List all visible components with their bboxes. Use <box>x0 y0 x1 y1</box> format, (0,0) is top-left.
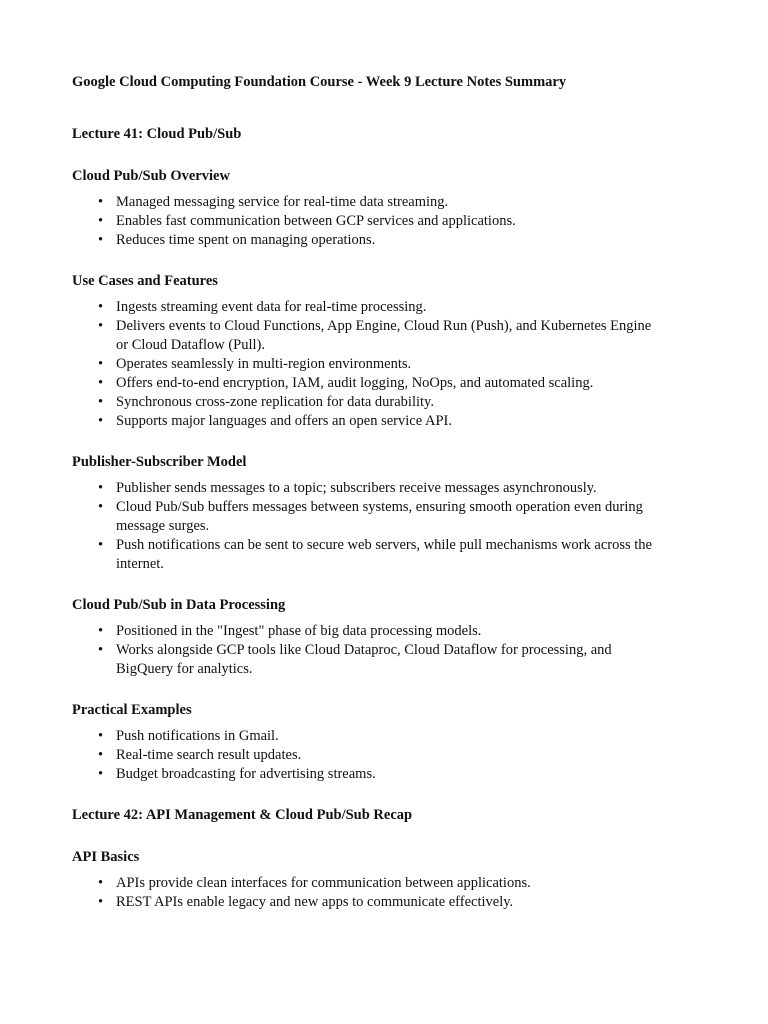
section-heading-data-processing: Cloud Pub/Sub in Data Processing <box>72 597 286 613</box>
list-item: • Delivers events to Cloud Functions, App Engine, Cloud Run (Push), and Kubernetes Engine or Cloud Dataflow (Pull). <box>72 317 652 355</box>
list-item: • Managed messaging service for real-time data streaming. <box>72 193 652 212</box>
section-heading-pub-sub-model: Publisher-Subscriber Model <box>72 454 247 470</box>
lecture-41-heading: Lecture 41: Cloud Pub/Sub <box>72 126 242 142</box>
section-heading-use-cases: Use Cases and Features <box>72 273 218 289</box>
section-heading-overview: Cloud Pub/Sub Overview <box>72 168 230 184</box>
section-heading-practical-examples: Practical Examples <box>72 702 192 718</box>
list-item: • Supports major languages and offers an open service API. <box>72 412 652 431</box>
list-item: • Offers end-to-end encryption, IAM, audit logging, NoOps, and automated scaling. <box>72 374 652 393</box>
bullet-list-data-processing <box>72 622 696 679</box>
document-title: Google Cloud Computing Foundation Course - Week 9 Lecture Notes Summary <box>72 74 567 90</box>
list-item: • Enables fast communication between GCP services and applications. <box>72 212 652 231</box>
bullet-list-pub-sub-model <box>72 479 696 574</box>
section-heading-api-basics: API Basics <box>72 849 140 865</box>
list-item: • Publisher sends messages to a topic; subscribers receive messages asynchronously. <box>72 479 652 498</box>
list-item: • Push notifications in Gmail. <box>72 727 652 746</box>
list-item: • Reduces time spent on managing operations. <box>72 231 652 250</box>
list-item: • Synchronous cross-zone replication for data durability. <box>72 393 652 412</box>
list-item: • Positioned in the "Ingest" phase of big data processing models. <box>72 622 652 641</box>
list-item: • APIs provide clean interfaces for communication between applications. <box>72 874 652 893</box>
bullet-list-overview <box>72 193 696 250</box>
list-item: • Real-time search result updates. <box>72 746 652 765</box>
bullet-list-api-basics <box>72 874 696 912</box>
list-item: • Ingests streaming event data for real-time processing. <box>72 298 652 317</box>
bullet-list-use-cases <box>72 298 696 431</box>
list-item: • REST APIs enable legacy and new apps to communicate effectively. <box>72 893 652 912</box>
lecture-42-heading: Lecture 42: API Management & Cloud Pub/Sub Recap <box>72 807 413 823</box>
list-item: • Budget broadcasting for advertising streams. <box>72 765 652 784</box>
list-item: • Operates seamlessly in multi-region environments. <box>72 355 652 374</box>
list-item: • Push notifications can be sent to secure web servers, while pull mechanisms work across the internet. <box>72 536 652 574</box>
list-item: • Works alongside GCP tools like Cloud Dataproc, Cloud Dataflow for processing, and BigQuery for analytics. <box>72 641 652 679</box>
list-item: • Cloud Pub/Sub buffers messages between systems, ensuring smooth operation even during message surges. <box>72 498 652 536</box>
bullet-list-practical-examples <box>72 727 696 784</box>
